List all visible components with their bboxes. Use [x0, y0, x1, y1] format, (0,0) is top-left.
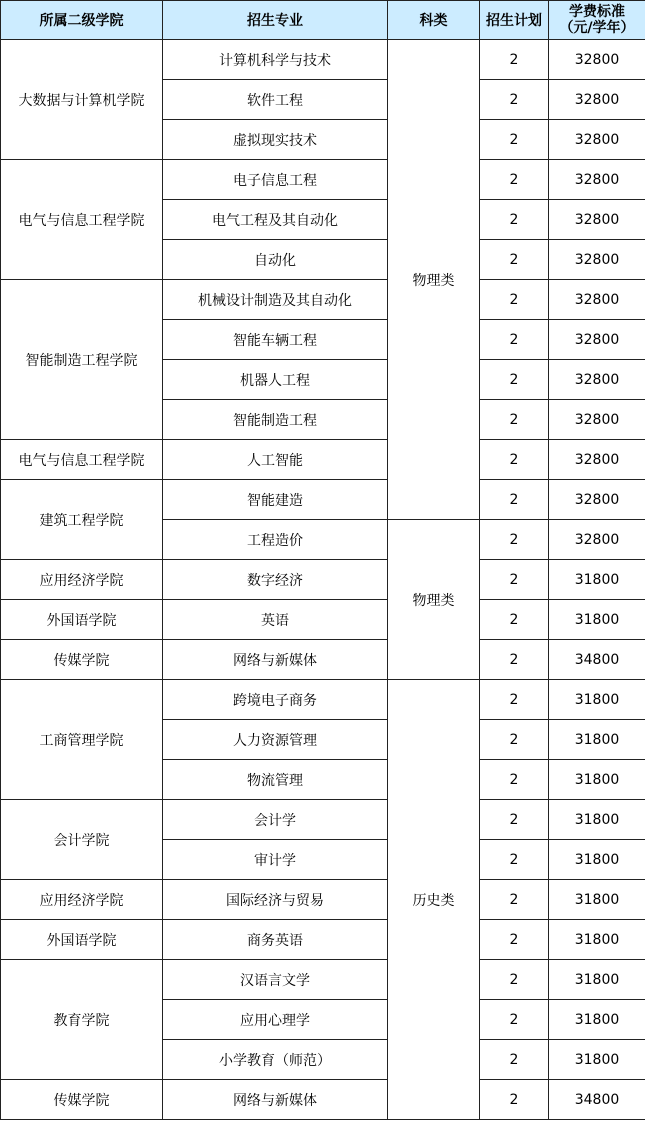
college-cell: 智能制造工程学院 [1, 280, 163, 440]
fee-cell: 31800 [549, 600, 645, 640]
major-cell: 网络与新媒体 [163, 1080, 388, 1120]
plan-cell: 2 [480, 880, 549, 920]
major-cell: 计算机科学与技术 [163, 40, 388, 80]
major-cell: 工程造价 [163, 520, 388, 560]
fee-cell: 31800 [549, 840, 645, 880]
college-cell: 外国语学院 [1, 600, 163, 640]
fee-cell: 31800 [549, 920, 645, 960]
major-cell: 智能建造 [163, 480, 388, 520]
fee-cell: 32800 [549, 400, 645, 440]
college-cell: 传媒学院 [1, 640, 163, 680]
plan-cell: 2 [480, 440, 549, 480]
plan-cell: 2 [480, 760, 549, 800]
fee-cell: 31800 [549, 760, 645, 800]
table-row [1, 920, 645, 960]
table-row [1, 960, 645, 1000]
plan-cell: 2 [480, 400, 549, 440]
header-major: 招生专业 [163, 1, 388, 40]
major-cell: 电气工程及其自动化 [163, 200, 388, 240]
plan-cell: 2 [480, 840, 549, 880]
header-row [1, 1, 645, 40]
category-cell: 物理类 [388, 40, 480, 520]
major-cell: 智能制造工程 [163, 400, 388, 440]
major-cell: 数字经济 [163, 560, 388, 600]
fee-cell: 32800 [549, 280, 645, 320]
plan-cell: 2 [480, 680, 549, 720]
college-cell: 工商管理学院 [1, 680, 163, 800]
fee-cell: 32800 [549, 80, 645, 120]
category-cell: 历史类 [388, 680, 480, 1120]
plan-cell: 2 [480, 640, 549, 680]
table-row [1, 160, 645, 200]
major-cell: 自动化 [163, 240, 388, 280]
plan-cell: 2 [480, 1080, 549, 1120]
major-cell: 机器人工程 [163, 360, 388, 400]
header-fee-line1: 学费标准 [569, 4, 625, 20]
major-cell: 审计学 [163, 840, 388, 880]
fee-cell: 31800 [549, 720, 645, 760]
plan-cell: 2 [480, 480, 549, 520]
plan-cell: 2 [480, 240, 549, 280]
plan-cell: 2 [480, 560, 549, 600]
major-cell: 软件工程 [163, 80, 388, 120]
college-cell: 电气与信息工程学院 [1, 440, 163, 480]
college-cell: 电气与信息工程学院 [1, 160, 163, 280]
fee-cell: 31800 [549, 680, 645, 720]
plan-cell: 2 [480, 960, 549, 1000]
plan-cell: 2 [480, 1040, 549, 1080]
plan-cell: 2 [480, 80, 549, 120]
fee-cell: 32800 [549, 120, 645, 160]
plan-cell: 2 [480, 520, 549, 560]
plan-cell: 2 [480, 160, 549, 200]
table-row [1, 600, 645, 640]
header-fee [549, 1, 645, 40]
fee-cell: 32800 [549, 480, 645, 520]
fee-cell: 32800 [549, 200, 645, 240]
table-row [1, 880, 645, 920]
fee-cell: 32800 [549, 320, 645, 360]
major-cell: 电子信息工程 [163, 160, 388, 200]
college-cell: 大数据与计算机学院 [1, 40, 163, 160]
fee-cell: 32800 [549, 360, 645, 400]
major-cell: 智能车辆工程 [163, 320, 388, 360]
college-cell: 会计学院 [1, 800, 163, 880]
major-cell: 机械设计制造及其自动化 [163, 280, 388, 320]
plan-cell: 2 [480, 120, 549, 160]
fee-cell: 34800 [549, 1080, 645, 1120]
table-row [1, 40, 645, 80]
fee-cell: 32800 [549, 520, 645, 560]
major-cell: 商务英语 [163, 920, 388, 960]
fee-cell: 31800 [549, 1000, 645, 1040]
plan-cell: 2 [480, 320, 549, 360]
header-category: 科类 [388, 1, 480, 40]
fee-cell: 31800 [549, 880, 645, 920]
plan-cell: 2 [480, 600, 549, 640]
fee-cell: 31800 [549, 560, 645, 600]
major-cell: 汉语言文学 [163, 960, 388, 1000]
table-row [1, 560, 645, 600]
college-cell: 外国语学院 [1, 920, 163, 960]
plan-cell: 2 [480, 280, 549, 320]
plan-cell: 2 [480, 800, 549, 840]
major-cell: 虚拟现实技术 [163, 120, 388, 160]
major-cell: 跨境电子商务 [163, 680, 388, 720]
major-cell: 英语 [163, 600, 388, 640]
table-row [1, 440, 645, 480]
table-row [1, 800, 645, 840]
fee-cell: 31800 [549, 960, 645, 1000]
category-cell: 物理类 [388, 520, 480, 680]
table-row [1, 680, 645, 720]
table-row [1, 280, 645, 320]
college-cell: 应用经济学院 [1, 560, 163, 600]
major-cell: 会计学 [163, 800, 388, 840]
major-cell: 网络与新媒体 [163, 640, 388, 680]
fee-cell: 31800 [549, 1040, 645, 1080]
table-row [1, 1080, 645, 1120]
table-row [1, 640, 645, 680]
header-plan: 招生计划 [480, 1, 549, 40]
plan-cell: 2 [480, 200, 549, 240]
college-cell: 传媒学院 [1, 1080, 163, 1120]
major-cell: 小学教育（师范） [163, 1040, 388, 1080]
major-cell: 应用心理学 [163, 1000, 388, 1040]
major-cell: 物流管理 [163, 760, 388, 800]
fee-cell: 32800 [549, 160, 645, 200]
college-cell: 教育学院 [1, 960, 163, 1080]
major-cell: 国际经济与贸易 [163, 880, 388, 920]
college-cell: 应用经济学院 [1, 880, 163, 920]
fee-cell: 31800 [549, 800, 645, 840]
plan-cell: 2 [480, 360, 549, 400]
header-fee-line2: （元/学年） [559, 20, 635, 36]
header-college: 所属二级学院 [1, 1, 163, 40]
major-cell: 人力资源管理 [163, 720, 388, 760]
plan-cell: 2 [480, 720, 549, 760]
fee-cell: 34800 [549, 640, 645, 680]
table-row [1, 480, 645, 520]
college-cell: 建筑工程学院 [1, 480, 163, 560]
plan-cell: 2 [480, 1000, 549, 1040]
fee-cell: 32800 [549, 440, 645, 480]
plan-cell: 2 [480, 40, 549, 80]
major-cell: 人工智能 [163, 440, 388, 480]
plan-cell: 2 [480, 920, 549, 960]
fee-cell: 32800 [549, 240, 645, 280]
fee-cell: 32800 [549, 40, 645, 80]
